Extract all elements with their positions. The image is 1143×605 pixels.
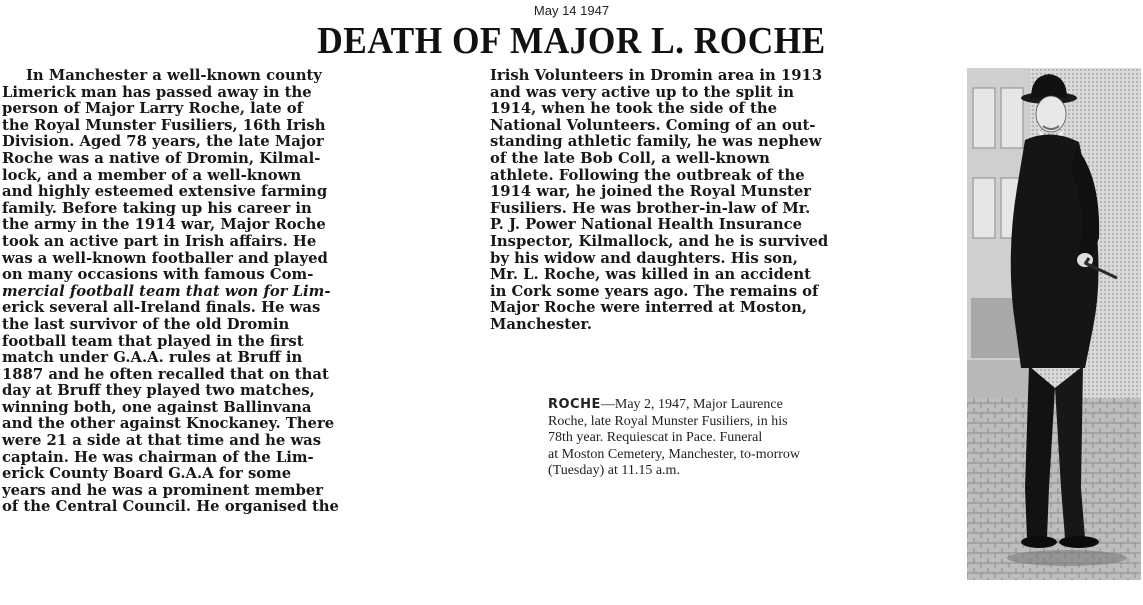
text-line: P. J. Power National Health Insurance (490, 216, 803, 234)
death-notice-lead: ROCHE (548, 397, 601, 412)
text-line: National Volunteers. Coming of an out- (490, 116, 816, 134)
text-line: Roche was a native of Dromin, Kilmal- (2, 149, 321, 167)
text-line: In Manchester a well-known county (26, 67, 322, 84)
death-notice-line (548, 397, 783, 412)
text-line: on many occasions with famous Com- (2, 266, 314, 284)
text-line: Irish Volunteers in Dromin area in 1913 (490, 67, 823, 84)
text-line: family. Before taking up his career in (2, 199, 312, 217)
text-line: person of Major Larry Roche, late of (2, 100, 304, 118)
text-line: were 21 a side at that time and he was (2, 432, 322, 450)
text-line: 1914, when he took the side of the (490, 100, 778, 118)
article-date: May 14 1947 (533, 3, 610, 18)
text-line: in Cork some years ago. The remains of (490, 282, 819, 300)
text-line: winning both, one against Ballinvana (2, 398, 312, 416)
text-line: erick County Board G.A.A for some (2, 465, 292, 483)
text-line: lock, and a member of a well-known (2, 166, 302, 184)
text-line: football team that played in the first (2, 332, 304, 350)
text-line: the Royal Munster Fusiliers, 16th Irish (2, 116, 326, 134)
text-line: by his widow and daughters. His son, (490, 249, 798, 267)
death-notice-line: 78th year. Requiescat in Pace. Funeral (548, 430, 763, 445)
death-notice-line: (Tuesday) at 11.15 a.m. (548, 463, 680, 478)
text-line: Limerick man has passed away in the (2, 83, 312, 101)
text-line: 1914 war, he joined the Royal Munster (490, 183, 812, 201)
death-notice-line: Roche, late Royal Munster Fusiliers, in his (548, 413, 788, 429)
text-line: Division. Aged 78 years, the late Major (2, 133, 324, 151)
text-line: and was very active up to the split in (490, 83, 794, 101)
text-line: the army in the 1914 war, Major Roche (2, 216, 326, 234)
text-line: Major Roche were interred at Moston, (490, 299, 808, 317)
article-column-2 (490, 68, 960, 334)
death-notice (548, 397, 948, 480)
death-notice-line: at Moston Cemetery, Manchester, to-morrow (548, 446, 801, 462)
text-line: and highly esteemed extensive farming (2, 183, 328, 201)
text-line: years and he was a prominent member (2, 481, 324, 499)
portrait-photo-image (967, 68, 1141, 580)
text-line: Fusiliers. He was brother-in-law of Mr. (490, 199, 811, 217)
text-line: took an active part in Irish affairs. He (2, 232, 317, 250)
text-line: match under G.A.A. rules at Bruff in (2, 349, 303, 367)
text-line: of the Central Council. He organised the (2, 498, 339, 516)
text-line: was a well-known footballer and played (2, 249, 328, 267)
text-line: the last survivor of the old Dromin (2, 315, 290, 333)
text-line: Manchester. (490, 315, 593, 333)
text-line: mercial football team that won for Lim- (2, 282, 331, 300)
portrait-photo (967, 68, 1141, 580)
text-line: Mr. L. Roche, was killed in an accident (490, 266, 811, 284)
article-column-1 (2, 68, 472, 516)
text-line: standing athletic family, he was nephew (490, 133, 822, 151)
text-line: day at Bruff they played two matches, (2, 382, 315, 400)
text-line: and the other against Knockaney. There (2, 415, 335, 433)
death-notice-text: —May 2, 1947, Major Laurence (600, 397, 783, 412)
text-line: captain. He was chairman of the Lim- (2, 448, 314, 466)
text-line: 1887 and he often recalled that on that (2, 365, 329, 383)
text-line: Inspector, Kilmallock, and he is survived (490, 232, 829, 250)
text-line: erick several all-Ireland finals. He was (2, 299, 321, 317)
text-line: of the late Bob Coll, a well-known (490, 149, 770, 167)
article-headline: DEATH OF MAJOR L. ROCHE (317, 20, 826, 62)
text-line: athlete. Following the outbreak of the (490, 166, 805, 184)
